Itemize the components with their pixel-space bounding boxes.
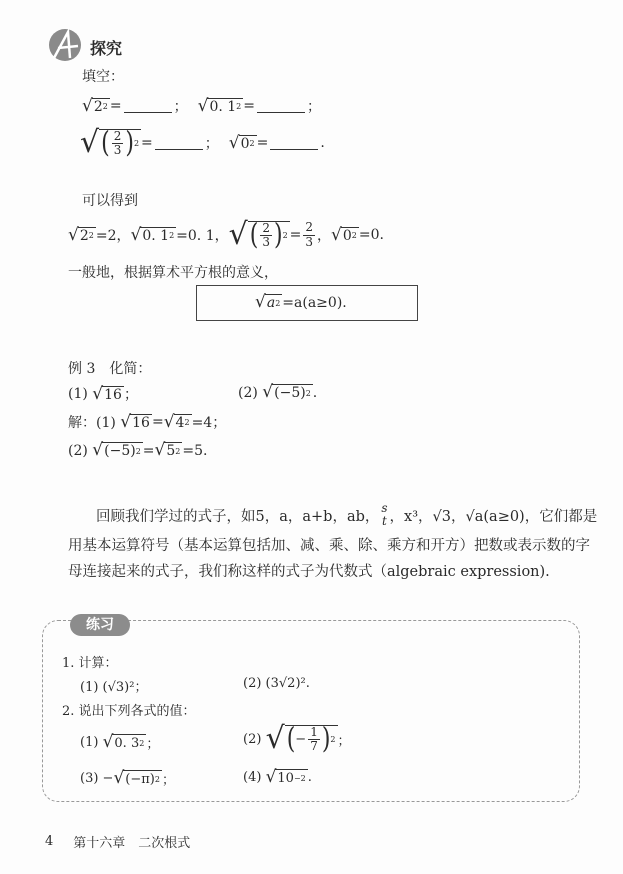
paragraph-line-3: 母连接起来的式子，我们称这样的式子为代数式（algebraic expression). (68, 564, 550, 580)
exercise-q1: 1. 计算： (62, 656, 118, 671)
example-title: 例 3 化简： (68, 361, 152, 377)
page-number: 4 (45, 834, 54, 849)
exercise-tab: 练习 (70, 614, 130, 636)
exercise-q2b: (2) √ ( − 1 7 ) 2 ； (243, 721, 351, 756)
exercise-q2c: (3) − √ (−π) 2 ； (80, 768, 175, 788)
example-q1: (1) √ 16 ； (68, 383, 138, 404)
formula-lhs: a (266, 295, 276, 311)
general-statement: 一般地，根据算术平方根的意义， (68, 265, 278, 281)
paragraph-line-1: 回顾我们学过的式子，如5，a，a+b，ab， s t ，x³，√3，√a(a≥0)，它们都是 (96, 501, 598, 529)
footer (45, 832, 190, 851)
chapter-title: 第十六章 二次根式 (73, 836, 191, 851)
solution-1: 解：(1) √ 16 = √ 4 2 =4； (68, 411, 227, 432)
conclusion-intro: 可以得到 (82, 193, 138, 209)
section-title: 探究 (90, 39, 123, 58)
exercise-q2d: (4) √ 10 −2 . (243, 767, 312, 787)
exercise-q1a: (1) (√3)²； (80, 680, 148, 695)
blank-line-2: √ ( 2 3 ) 2 = ； √ 0 2 = . (80, 125, 325, 160)
blank-line-1: √ 2 2 = ； √ 0. 1 2 = ； (82, 95, 321, 116)
exercise-q2: 2. 说出下列各式的值： (62, 704, 196, 719)
explore-icon (48, 28, 82, 62)
prompt: 填空： (82, 69, 124, 85)
formula-rhs: =a(a≥0). (282, 294, 347, 311)
exercise-q2a: (1) √ 0. 3 2 ； (80, 732, 160, 752)
paragraph-line-2: 用基本运算符号（基本运算包括加、减、乘、除、乘方和开方）把数或表示数的字 (68, 538, 590, 554)
solution-2: (2) √ (−5) 2 = √ 5 2 =5. (68, 440, 208, 460)
example-q2: (2) √ (−5) 2 . (238, 382, 318, 402)
formula-box: √ a 2 =a(a≥0). (196, 285, 418, 321)
results-line: √ 2 2 =2， √ 0. 1 2 =0. 1， √ ( 2 3 ) 2 = 2 3 ， √ 0 2 =0. (68, 217, 384, 252)
exercise-q1b: (2) (3√2)². (243, 676, 310, 691)
